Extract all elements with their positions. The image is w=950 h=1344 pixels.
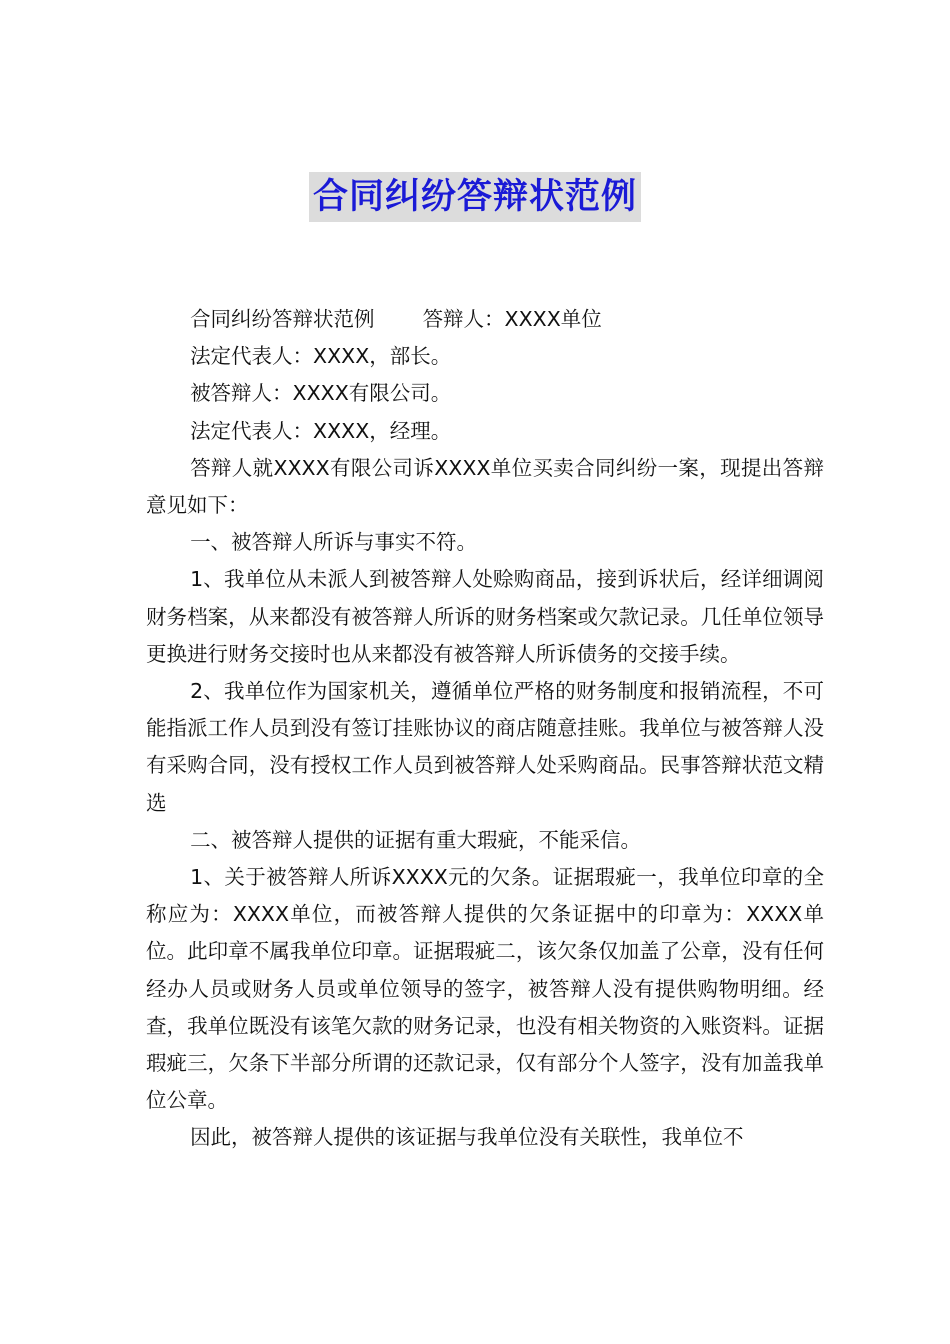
header-line — [146, 301, 824, 338]
section-heading: 一、被答辩人所诉与事实不符。 — [190, 530, 478, 555]
paragraph: 法定代表人：XXXX，部长。 — [190, 344, 452, 369]
paragraph: 因此，被答辩人提供的该证据与我单位没有关联性，我单位不 — [190, 1125, 744, 1150]
paragraph: 1、我单位从未派人到被答辩人处赊购商品，接到诉状后，经详细调阅财务档案，从来都没有被答辩人所诉的财务档案或欠款记录。几任单位领导更换进行财务交接时也从来都没有被答辩人所诉债务的交接手续。 — [146, 567, 824, 666]
header-left-text: 合同纠纷答辩状范例 — [190, 307, 375, 331]
title-area — [0, 172, 950, 222]
paragraph: 答辩人就XXXX有限公司诉XXXX单位买卖合同纠纷一案，现提出答辩意见如下： — [146, 455, 824, 518]
paragraph: 法定代表人：XXXX，经理。 — [190, 418, 452, 443]
section-heading: 二、被答辩人提供的证据有重大瑕疵，不能采信。 — [190, 827, 642, 852]
respondent-label: 答辩人：XXXX单位 — [422, 307, 602, 331]
paragraph: 1、关于被答辩人所诉XXXX元的欠条。证据瑕疵一，我单位印章的全称应为：XXXX单位，而被答辩人提供的欠条证据中的印章为：XXXX单位。此印章不属我单位印章。证据瑕疵二，该欠条仅加盖了公章，没有任何经办人员或财务人员或单位领导的签字，被答辩人没有提供购物明细。经查，我单位既没有该笔欠款的财务记录，也没有相关物资的入账资料。证据瑕疵三，欠条下半部分所谓的还款记录，仅有部分个人签字，没有加盖我单位公章。 — [146, 865, 824, 1113]
paragraph: 被答辩人：XXXX有限公司。 — [190, 381, 452, 406]
paragraph: 2、我单位作为国家机关，遵循单位严格的财务制度和报销流程，不可能指派工作人员到没有签订挂账协议的商店随意挂账。我单位与被答辩人没有采购合同，没有授权工作人员到被答辩人处采购商品。民事答辩状范文精选 — [146, 679, 824, 815]
document-body — [146, 301, 824, 1157]
document-title: 合同纠纷答辩状范例 — [309, 172, 641, 222]
